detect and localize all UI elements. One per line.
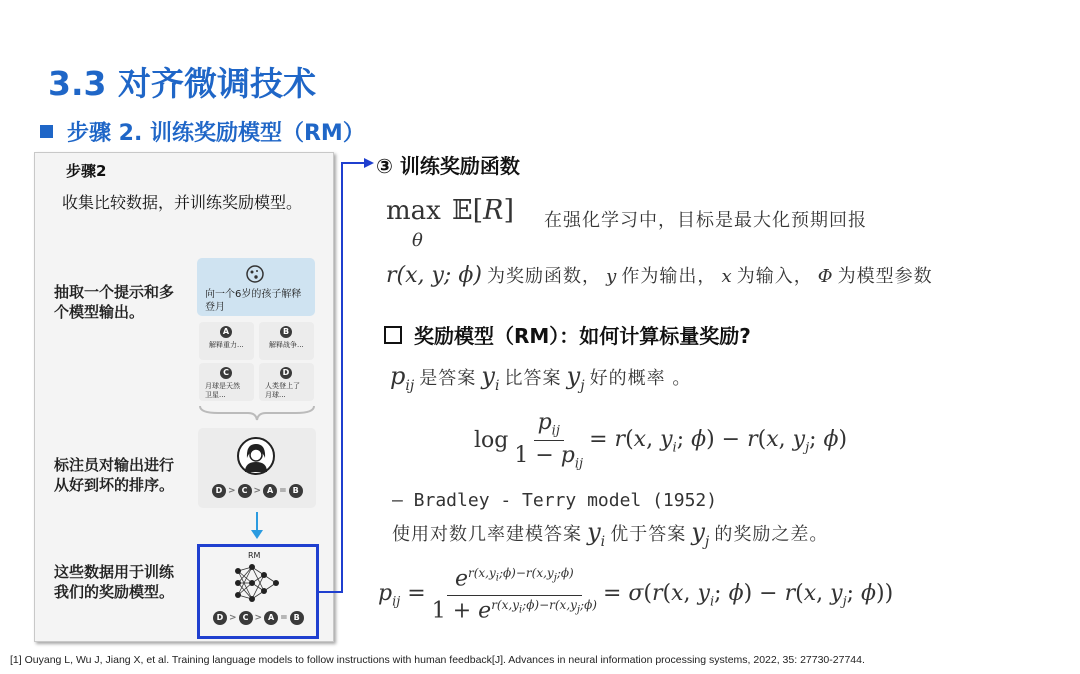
- down-arrow-icon: [250, 512, 264, 540]
- log-odds-explanation: 使用对数几率建模答案 $y_i$ 优于答案 $y_j$ 的奖励之差。: [392, 518, 829, 550]
- rank-item: B: [290, 611, 304, 625]
- rank-item: B: [289, 484, 303, 498]
- rank-item: C: [238, 484, 252, 498]
- reward-text-b: 作为输出，: [621, 266, 717, 287]
- step-heading-text: 步骤 2. 训练奖励模型（RM）: [67, 121, 365, 146]
- moon-icon: [245, 264, 265, 284]
- output-option-c: [199, 363, 254, 401]
- prompt-card: [197, 258, 315, 316]
- option-text: 解释战争...: [269, 341, 304, 349]
- page-title: 3.3 对齐微调技术: [48, 64, 316, 103]
- figure-text-rank: 标注员对输出进行从好到坏的排序。: [54, 456, 175, 494]
- reward-function-line: r(x, y; ϕ) 为奖励函数， y 作为输出， x 为输入， Φ 为模型参数: [386, 263, 933, 288]
- rank-item: C: [239, 611, 253, 625]
- figure-text-train: 这些数据用于训练我们的奖励模型。: [54, 563, 175, 601]
- pij-text-c: 好的概率 。: [589, 368, 692, 389]
- rank-item: A: [264, 611, 278, 625]
- pij-text-b: 比答案: [504, 368, 562, 389]
- option-text: 人类登上了 月球...: [265, 382, 300, 399]
- checkbox-square-icon: [384, 326, 402, 344]
- option-letter: B: [280, 326, 292, 338]
- pij-definition: $p_{ij}$ 是答案 $y_i$ 比答案 $y_j$ 好的概率 。: [390, 362, 692, 394]
- rm-label: RM: [248, 551, 261, 560]
- rank-item: A: [263, 484, 277, 498]
- bullet-square-icon: [40, 125, 53, 138]
- prompt-text: 向一个6岁的孩子解释登月: [205, 289, 302, 313]
- reward-text-a: 为奖励函数，: [487, 266, 601, 287]
- rm-question-heading: [384, 320, 751, 349]
- output-option-a: [199, 322, 254, 360]
- rm-ranking-row: D > C > A = B: [213, 611, 304, 625]
- reference-footnote: [1] Ouyang L, Wu J, Jiang X, et al. Training language models to follow instructions with human feedback[J]. Advances in neural information processing systems, 2022, 35: 27730-27744.: [10, 654, 865, 666]
- figure-description: 收集比较数据，并训练奖励模型。: [62, 193, 303, 212]
- pij-text-a: 是答案: [419, 368, 477, 389]
- neural-network-icon: [234, 561, 280, 605]
- explain-text-a: 使用对数几率建模答案: [392, 524, 582, 545]
- rm-box: [197, 544, 319, 639]
- objective-text: 在强化学习中，目标是最大化预期回报: [544, 210, 867, 231]
- explain-text-b: 优于答案: [610, 524, 687, 545]
- rank-item: D: [213, 611, 227, 625]
- bradley-terry-line: — Bradley - Terry model (1952): [392, 490, 718, 511]
- output-option-d: [259, 363, 314, 401]
- ranking-row: D > C > A = B: [212, 484, 303, 498]
- option-text: 月球是天然 卫星...: [205, 382, 240, 399]
- option-letter: A: [220, 326, 232, 338]
- figure-step-label: 步骤2: [66, 162, 107, 180]
- option-text: 解释重力...: [209, 341, 244, 349]
- section3-heading: ③ 训练奖励函数: [376, 154, 520, 178]
- connector-arrow: [314, 155, 376, 600]
- rank-item: D: [212, 484, 226, 498]
- option-letter: C: [220, 367, 232, 379]
- reward-text-d: 为模型参数: [837, 266, 933, 287]
- option-letter: D: [280, 367, 292, 379]
- step-heading: [40, 116, 365, 147]
- log-odds-formula: log $\frac{p_{ij}}{1 - p_{ij}}$ = r(x, $y_i$; ϕ) − r(x, $y_j$; ϕ): [474, 410, 848, 472]
- sigmoid-formula: $p_{ij}$ = $\frac{e^{r(x,y_i;\phi)-r(x,y_j;\phi)}}{1 + e^{r(x,y_i;\phi)-r(x,y_j;\phi)}}$ = σ(r(x, $y_i$; ϕ) − r(x, $y_j$; ϕ)): [378, 566, 894, 624]
- figure-text-sample: 抽取一个提示和多个模型输出。: [54, 283, 175, 321]
- labeler-avatar-icon: [236, 436, 276, 476]
- reward-text-c: 为输入，: [736, 266, 813, 287]
- rm-question-text: 奖励模型（RM）：如何计算标量奖励?: [414, 324, 751, 348]
- brace-connector: [198, 404, 316, 422]
- output-option-b: [259, 322, 314, 360]
- explain-text-c: 的奖励之差。: [714, 524, 829, 545]
